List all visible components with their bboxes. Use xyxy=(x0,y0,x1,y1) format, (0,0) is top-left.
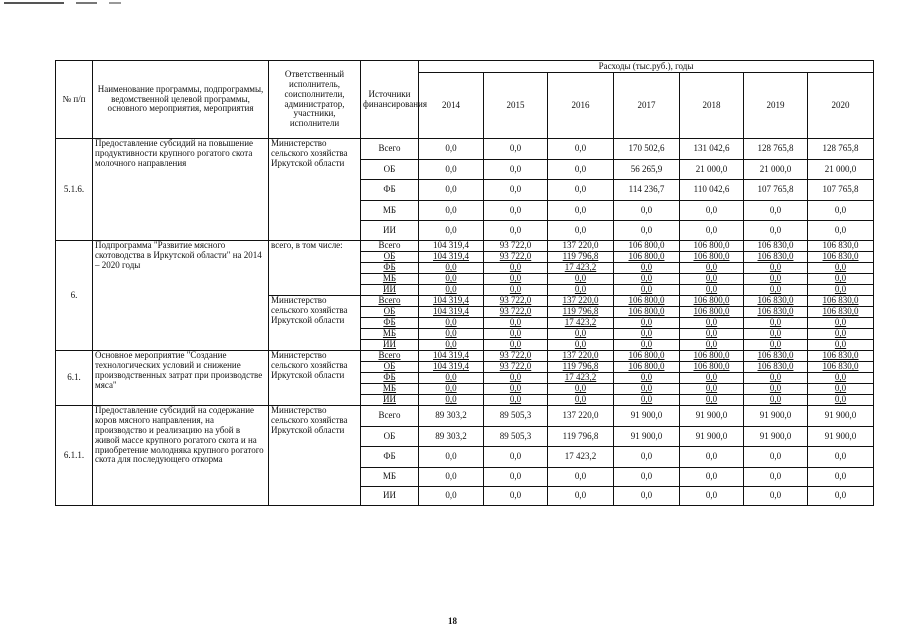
expense-cell-2016: 0,0 xyxy=(548,221,614,241)
expense-cell-2016: 0,0 xyxy=(548,285,614,296)
expense-cell-2017: 0,0 xyxy=(614,263,680,274)
expense-cell-2016: 0,0 xyxy=(548,395,614,406)
funding-source: МБ xyxy=(361,201,419,221)
expense-cell-2017: 91 900,0 xyxy=(614,427,680,447)
expense-cell-2014: 0,0 xyxy=(419,340,484,351)
expense-cell-2020: 0,0 xyxy=(808,487,874,506)
expense-cell-2020: 0,0 xyxy=(808,274,874,285)
funding-source: ИИ xyxy=(361,340,419,351)
expense-cell-2019: 0,0 xyxy=(744,384,808,395)
expense-cell-2017: 0,0 xyxy=(614,318,680,329)
table-body xyxy=(56,139,874,506)
expense-cell-2014: 0,0 xyxy=(419,160,484,180)
expense-cell-2017: 0,0 xyxy=(614,384,680,395)
expense-cell-2019: 21 000,0 xyxy=(744,160,808,180)
expense-cell-2015: 0,0 xyxy=(484,160,548,180)
page-number: 18 xyxy=(448,616,457,626)
header-source: Источники финансирования xyxy=(361,61,419,139)
expense-cell-2016: 137 220,0 xyxy=(548,296,614,307)
expense-cell-2018: 106 800,0 xyxy=(680,296,744,307)
funding-source: ФБ xyxy=(361,263,419,274)
expense-cell-2018: 0,0 xyxy=(680,263,744,274)
expense-cell-2015: 0,0 xyxy=(484,487,548,506)
expense-cell-2017: 106 800,0 xyxy=(614,252,680,263)
expense-cell-2018: 0,0 xyxy=(680,487,744,506)
expense-cell-2015: 93 722,0 xyxy=(484,252,548,263)
expense-cell-2014: 0,0 xyxy=(419,318,484,329)
expense-cell-2019: 0,0 xyxy=(744,221,808,241)
expense-cell-2020: 106 830,0 xyxy=(808,252,874,263)
expense-cell-2014: 0,0 xyxy=(419,384,484,395)
expense-cell-2014: 0,0 xyxy=(419,487,484,506)
header-year-2017: 2017 xyxy=(614,73,680,139)
expense-cell-2018: 106 800,0 xyxy=(680,307,744,318)
expense-cell-2018: 106 800,0 xyxy=(680,252,744,263)
expense-cell-2018: 0,0 xyxy=(680,395,744,406)
expense-cell-2018: 110 042,6 xyxy=(680,180,744,201)
expense-cell-2019: 0,0 xyxy=(744,468,808,487)
header-year-2020: 2020 xyxy=(808,73,874,139)
expense-cell-2015: 0,0 xyxy=(484,180,548,201)
expense-cell-2015: 0,0 xyxy=(484,263,548,274)
expense-cell-2017: 0,0 xyxy=(614,340,680,351)
expense-cell-2016: 119 796,8 xyxy=(548,362,614,373)
program-name: Предоставление субсидий на повышение продуктивности крупного рогатого скота молочного направления xyxy=(93,139,269,241)
expense-cell-2020: 106 830,0 xyxy=(808,307,874,318)
expense-cell-2020: 0,0 xyxy=(808,263,874,274)
expense-cell-2015: 0,0 xyxy=(484,447,548,468)
expense-cell-2014: 0,0 xyxy=(419,274,484,285)
expense-cell-2020: 107 765,8 xyxy=(808,180,874,201)
table-row xyxy=(56,406,874,427)
funding-source: ФБ xyxy=(361,373,419,384)
expense-cell-2016: 119 796,8 xyxy=(548,252,614,263)
expense-cell-2016: 17 423,2 xyxy=(548,373,614,384)
expense-cell-2018: 0,0 xyxy=(680,285,744,296)
expense-cell-2020: 0,0 xyxy=(808,395,874,406)
header-name: Наименование программы, подпрограммы, ведомственной целевой программы, основного мероприятия, мероприятия xyxy=(93,61,269,139)
table-header xyxy=(56,61,874,139)
expense-cell-2017: 56 265,9 xyxy=(614,160,680,180)
funding-source: ИИ xyxy=(361,487,419,506)
expense-cell-2019: 128 765,8 xyxy=(744,139,808,160)
expense-cell-2019: 0,0 xyxy=(744,318,808,329)
expense-cell-2020: 0,0 xyxy=(808,447,874,468)
expense-cell-2020: 106 830,0 xyxy=(808,241,874,252)
header-expenses: Расходы (тыс.руб.), годы xyxy=(419,61,874,73)
expense-cell-2015: 0,0 xyxy=(484,318,548,329)
funding-source: ФБ xyxy=(361,447,419,468)
table-row xyxy=(56,241,874,252)
expense-cell-2016: 0,0 xyxy=(548,329,614,340)
expense-cell-2015: 93 722,0 xyxy=(484,362,548,373)
expense-cell-2015: 0,0 xyxy=(484,285,548,296)
header-num: № п/п xyxy=(56,61,93,139)
expense-cell-2015: 93 722,0 xyxy=(484,351,548,362)
expense-cell-2015: 93 722,0 xyxy=(484,296,548,307)
header-year-2015: 2015 xyxy=(484,73,548,139)
expense-cell-2020: 128 765,8 xyxy=(808,139,874,160)
funding-source: ОБ xyxy=(361,252,419,263)
header-year-2016: 2016 xyxy=(548,73,614,139)
responsible-executor: Министерство сельского хозяйства Иркутской области xyxy=(269,296,361,351)
expense-cell-2017: 0,0 xyxy=(614,487,680,506)
expense-cell-2014: 0,0 xyxy=(419,373,484,384)
expense-cell-2015: 0,0 xyxy=(484,329,548,340)
expense-cell-2014: 104 319,4 xyxy=(419,307,484,318)
expense-cell-2020: 106 830,0 xyxy=(808,362,874,373)
funding-source: Всего xyxy=(361,241,419,252)
expense-cell-2015: 0,0 xyxy=(484,395,548,406)
expense-cell-2020: 106 830,0 xyxy=(808,351,874,362)
expense-cell-2018: 91 900,0 xyxy=(680,427,744,447)
expense-cell-2019: 91 900,0 xyxy=(744,427,808,447)
expense-cell-2017: 91 900,0 xyxy=(614,406,680,427)
expense-cell-2016: 17 423,2 xyxy=(548,318,614,329)
expense-cell-2017: 106 800,0 xyxy=(614,351,680,362)
funding-source: ОБ xyxy=(361,362,419,373)
header-year-2019: 2019 xyxy=(744,73,808,139)
expense-cell-2017: 0,0 xyxy=(614,395,680,406)
expense-cell-2020: 21 000,0 xyxy=(808,160,874,180)
header-year-2018: 2018 xyxy=(680,73,744,139)
expense-cell-2015: 0,0 xyxy=(484,201,548,221)
expense-cell-2014: 104 319,4 xyxy=(419,252,484,263)
expense-cell-2018: 0,0 xyxy=(680,384,744,395)
funding-source: ОБ xyxy=(361,427,419,447)
expense-cell-2015: 0,0 xyxy=(484,468,548,487)
expense-cell-2018: 0,0 xyxy=(680,373,744,384)
expense-cell-2017: 170 502,6 xyxy=(614,139,680,160)
expense-cell-2020: 0,0 xyxy=(808,329,874,340)
expense-cell-2015: 0,0 xyxy=(484,221,548,241)
expense-cell-2019: 0,0 xyxy=(744,395,808,406)
expense-cell-2014: 0,0 xyxy=(419,201,484,221)
funding-source: Всего xyxy=(361,406,419,427)
expense-cell-2018: 0,0 xyxy=(680,274,744,285)
expense-cell-2017: 106 800,0 xyxy=(614,307,680,318)
table-row xyxy=(56,351,874,362)
expense-cell-2014: 104 319,4 xyxy=(419,296,484,307)
expense-cell-2019: 0,0 xyxy=(744,274,808,285)
funding-source: ИИ xyxy=(361,221,419,241)
expense-cell-2017: 0,0 xyxy=(614,329,680,340)
expense-cell-2018: 0,0 xyxy=(680,447,744,468)
expense-cell-2018: 106 800,0 xyxy=(680,362,744,373)
funding-source: МБ xyxy=(361,274,419,285)
expense-cell-2019: 106 830,0 xyxy=(744,351,808,362)
expense-cell-2014: 89 303,2 xyxy=(419,406,484,427)
expense-cell-2018: 21 000,0 xyxy=(680,160,744,180)
funding-source: МБ xyxy=(361,329,419,340)
expense-cell-2016: 0,0 xyxy=(548,180,614,201)
expense-cell-2018: 106 800,0 xyxy=(680,241,744,252)
expense-cell-2014: 0,0 xyxy=(419,395,484,406)
expense-cell-2014: 104 319,4 xyxy=(419,241,484,252)
expense-cell-2020: 0,0 xyxy=(808,221,874,241)
expense-cell-2018: 0,0 xyxy=(680,201,744,221)
expense-cell-2014: 0,0 xyxy=(419,285,484,296)
expense-cell-2020: 91 900,0 xyxy=(808,406,874,427)
expense-cell-2019: 106 830,0 xyxy=(744,252,808,263)
expense-cell-2014: 89 303,2 xyxy=(419,427,484,447)
responsible-executor: Министерство сельского хозяйства Иркутской области xyxy=(269,139,361,241)
expense-cell-2019: 0,0 xyxy=(744,329,808,340)
expense-cell-2015: 93 722,0 xyxy=(484,241,548,252)
row-number: 5.1.6. xyxy=(56,139,93,241)
expense-cell-2015: 89 505,3 xyxy=(484,427,548,447)
row-number: 6. xyxy=(56,241,93,351)
expense-cell-2014: 0,0 xyxy=(419,221,484,241)
funding-source: ИИ xyxy=(361,395,419,406)
expense-cell-2014: 104 319,4 xyxy=(419,362,484,373)
scan-artifact-line xyxy=(4,2,154,4)
expense-cell-2018: 0,0 xyxy=(680,329,744,340)
program-name: Основное мероприятие "Создание технологических условий и снижение производственных затрат при производстве мяса" xyxy=(93,351,269,406)
expense-cell-2019: 0,0 xyxy=(744,201,808,221)
expense-cell-2015: 0,0 xyxy=(484,274,548,285)
expense-cell-2014: 0,0 xyxy=(419,139,484,160)
expense-cell-2017: 0,0 xyxy=(614,221,680,241)
expense-cell-2020: 0,0 xyxy=(808,285,874,296)
responsible-executor: Министерство сельского хозяйства Иркутской области xyxy=(269,406,361,506)
expense-cell-2016: 0,0 xyxy=(548,487,614,506)
funding-source: Всего xyxy=(361,139,419,160)
header-year-2014: 2014 xyxy=(419,73,484,139)
expense-cell-2016: 137 220,0 xyxy=(548,351,614,362)
row-number: 6.1.1. xyxy=(56,406,93,506)
expense-cell-2014: 104 319,4 xyxy=(419,351,484,362)
expense-cell-2018: 0,0 xyxy=(680,468,744,487)
expense-cell-2017: 0,0 xyxy=(614,447,680,468)
expense-cell-2020: 0,0 xyxy=(808,468,874,487)
table-row xyxy=(56,139,874,160)
expense-cell-2019: 107 765,8 xyxy=(744,180,808,201)
expense-cell-2016: 137 220,0 xyxy=(548,406,614,427)
expense-cell-2018: 106 800,0 xyxy=(680,351,744,362)
expense-cell-2019: 106 830,0 xyxy=(744,307,808,318)
expense-cell-2020: 91 900,0 xyxy=(808,427,874,447)
expense-cell-2019: 0,0 xyxy=(744,285,808,296)
expense-cell-2019: 0,0 xyxy=(744,487,808,506)
expense-cell-2020: 0,0 xyxy=(808,384,874,395)
expense-cell-2018: 0,0 xyxy=(680,318,744,329)
funding-source: ОБ xyxy=(361,160,419,180)
expense-cell-2016: 0,0 xyxy=(548,340,614,351)
funding-source: МБ xyxy=(361,468,419,487)
expense-cell-2016: 17 423,2 xyxy=(548,263,614,274)
funding-source: ИИ xyxy=(361,285,419,296)
expense-cell-2017: 0,0 xyxy=(614,201,680,221)
expense-cell-2018: 0,0 xyxy=(680,340,744,351)
expense-cell-2015: 0,0 xyxy=(484,373,548,384)
expense-cell-2014: 0,0 xyxy=(419,468,484,487)
expense-cell-2016: 0,0 xyxy=(548,160,614,180)
expense-cell-2016: 17 423,2 xyxy=(548,447,614,468)
expense-cell-2020: 0,0 xyxy=(808,318,874,329)
program-name: Предоставление субсидий на содержание коров мясного направления, на производство и реализацию на убой в живой массе крупного рогатого скота и на приобретение молодняка крупного рогатого скота для последующего откорма xyxy=(93,406,269,506)
expense-cell-2017: 0,0 xyxy=(614,373,680,384)
funding-source: МБ xyxy=(361,384,419,395)
expense-cell-2016: 119 796,8 xyxy=(548,427,614,447)
funding-source: ФБ xyxy=(361,180,419,201)
expense-cell-2017: 106 800,0 xyxy=(614,362,680,373)
expense-cell-2016: 0,0 xyxy=(548,468,614,487)
expense-cell-2017: 106 800,0 xyxy=(614,296,680,307)
expense-cell-2018: 131 042,6 xyxy=(680,139,744,160)
responsible-executor: всего, в том числе: xyxy=(269,241,361,296)
funding-source: Всего xyxy=(361,351,419,362)
expense-cell-2019: 106 830,0 xyxy=(744,296,808,307)
expense-cell-2014: 0,0 xyxy=(419,447,484,468)
expense-cell-2016: 119 796,8 xyxy=(548,307,614,318)
expense-cell-2019: 0,0 xyxy=(744,263,808,274)
expense-cell-2018: 91 900,0 xyxy=(680,406,744,427)
expense-cell-2017: 0,0 xyxy=(614,274,680,285)
expense-cell-2017: 114 236,7 xyxy=(614,180,680,201)
expense-cell-2018: 0,0 xyxy=(680,221,744,241)
expense-cell-2019: 0,0 xyxy=(744,340,808,351)
expense-cell-2020: 0,0 xyxy=(808,340,874,351)
program-name: Подпрограмма "Развитие мясного скотоводства в Иркутской области" на 2014 – 2020 годы xyxy=(93,241,269,351)
expense-cell-2019: 106 830,0 xyxy=(744,362,808,373)
header-responsible: Ответственный исполнитель, соисполнители, администратор, участники, исполнители xyxy=(269,61,361,139)
expense-cell-2017: 0,0 xyxy=(614,285,680,296)
expense-cell-2020: 0,0 xyxy=(808,201,874,221)
expense-cell-2017: 0,0 xyxy=(614,468,680,487)
funding-source: ОБ xyxy=(361,307,419,318)
expense-cell-2014: 0,0 xyxy=(419,263,484,274)
expense-cell-2020: 0,0 xyxy=(808,373,874,384)
expense-cell-2017: 106 800,0 xyxy=(614,241,680,252)
expense-cell-2016: 0,0 xyxy=(548,201,614,221)
expense-cell-2019: 0,0 xyxy=(744,373,808,384)
expense-cell-2015: 0,0 xyxy=(484,340,548,351)
expense-cell-2016: 0,0 xyxy=(548,139,614,160)
expense-cell-2014: 0,0 xyxy=(419,180,484,201)
expense-cell-2015: 89 505,3 xyxy=(484,406,548,427)
budget-table xyxy=(55,60,874,506)
expense-cell-2016: 137 220,0 xyxy=(548,241,614,252)
expense-cell-2015: 93 722,0 xyxy=(484,307,548,318)
expense-cell-2016: 0,0 xyxy=(548,274,614,285)
expense-cell-2015: 0,0 xyxy=(484,139,548,160)
row-number: 6.1. xyxy=(56,351,93,406)
expense-cell-2019: 106 830,0 xyxy=(744,241,808,252)
expense-cell-2014: 0,0 xyxy=(419,329,484,340)
expense-cell-2019: 91 900,0 xyxy=(744,406,808,427)
funding-source: Всего xyxy=(361,296,419,307)
funding-source: ФБ xyxy=(361,318,419,329)
expense-cell-2019: 0,0 xyxy=(744,447,808,468)
responsible-executor: Министерство сельского хозяйства Иркутской области xyxy=(269,351,361,406)
expense-cell-2015: 0,0 xyxy=(484,384,548,395)
expense-cell-2020: 106 830,0 xyxy=(808,296,874,307)
expense-cell-2016: 0,0 xyxy=(548,384,614,395)
